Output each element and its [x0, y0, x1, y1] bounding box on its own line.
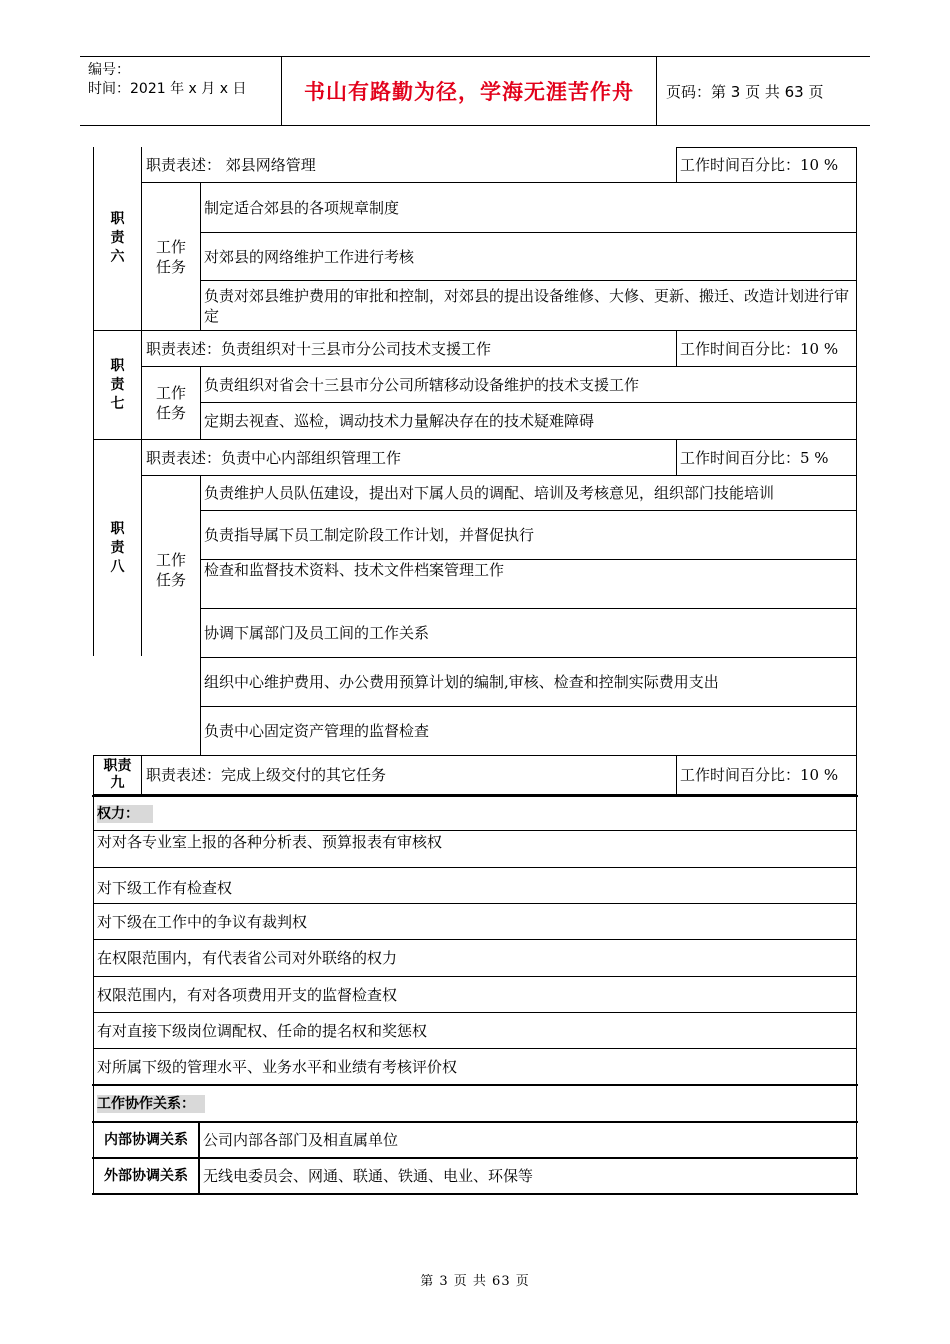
task-item: 负责指导属下员工制定阶段工作计划，并督促执行	[201, 511, 857, 560]
duty-label-cell	[93, 755, 142, 795]
cooperation-title-row	[93, 1086, 857, 1121]
task-label-cell	[142, 183, 201, 330]
task-item: 定期去视查、巡检，调动技术力量解决存在的技术疑难障碍	[201, 403, 857, 439]
duty-label-cell	[93, 330, 142, 439]
duty-label: 职责九	[103, 758, 132, 791]
powers-title-row	[93, 797, 857, 831]
power-item: 对下级在工作中的争议有裁判权	[93, 904, 857, 940]
duty-pct: 工作时间百分比：5 %	[676, 439, 857, 476]
duty-desc: 职责表述： 郊县网络管理	[142, 147, 677, 183]
external-label: 外部协调关系	[93, 1159, 200, 1193]
task-item: 制定适合郊县的各项规章制度	[201, 183, 857, 233]
duty-label: 职责六	[110, 211, 125, 265]
cooperation-title: 工作协作关系：	[97, 1095, 205, 1113]
page-footer: 第 3 页 共 63 页	[420, 1274, 530, 1289]
power-item: 有对直接下级岗位调配权、任命的提名权和奖惩权	[93, 1013, 857, 1049]
external-value: 无线电委员会、网通、联通、铁通、电业、环保等	[200, 1159, 857, 1193]
task-item: 负责对郊县维护费用的审批和控制，对郊县的提出设备维修、大修、更新、搬迁、改造计划进行审定	[201, 281, 857, 330]
power-item: 权限范围内，有对各项费用开支的监督检查权	[93, 977, 857, 1013]
power-item: 在权限范围内，有代表省公司对外联络的权力	[93, 940, 857, 977]
duty-label: 职责八	[110, 520, 125, 575]
date-label: 时间：2021 年 x 月 x 日	[88, 81, 247, 97]
duty-pct: 工作时间百分比：10 %	[677, 147, 857, 183]
duty-label-cell	[93, 147, 142, 330]
task-item: 负责维护人员队伍建设，提出对下属人员的调配、培训及考核意见，组织部门技能培训	[201, 476, 857, 511]
header-page-info: 页码：第 3 页 共 63 页	[666, 82, 824, 101]
task-item: 组织中心维护费用、办公费用预算计划的编制,审核、检查和控制实际费用支出	[201, 658, 857, 707]
task-item: 负责中心固定资产管理的监督检查	[201, 707, 857, 755]
task-item: 协调下属部门及员工间的工作关系	[201, 609, 857, 658]
task-item: 检查和监督技术资料、技术文件档案管理工作	[201, 560, 857, 609]
power-item: 对下级工作有检查权	[93, 868, 857, 904]
serial-label: 编号：	[88, 62, 130, 78]
header-meta	[80, 57, 280, 125]
internal-value: 公司内部各部门及相直属单位	[200, 1123, 857, 1157]
duty-pct: 工作时间百分比：10 %	[676, 330, 857, 367]
duty-pct: 工作时间百分比：10 %	[676, 755, 857, 795]
duty-label: 职责七	[110, 357, 125, 412]
table-bottom-border	[92, 1193, 858, 1195]
power-item: 对对各专业室上报的各种分析表、预算报表有审核权	[93, 831, 857, 868]
power-item: 对所属下级的管理水平、业务水平和业绩有考核评价权	[93, 1049, 857, 1084]
duty-desc: 职责表述：负责组织对十三县市分公司技术支援工作	[142, 330, 677, 367]
task-label-cell	[142, 367, 201, 439]
header-motto: 书山有路勤为径，学海无涯苦作舟	[281, 57, 657, 125]
duty-desc: 职责表述：完成上级交付的其它任务	[142, 755, 677, 795]
duty-label-cell	[93, 439, 142, 656]
task-label-cell	[142, 476, 201, 755]
internal-label: 内部协调关系	[93, 1123, 200, 1157]
task-item: 对郊县的网络维护工作进行考核	[201, 233, 857, 281]
task-item: 负责组织对省会十三县市分公司所辖移动设备维护的技术支援工作	[201, 367, 857, 403]
duty-desc: 职责表述：负责中心内部组织管理工作	[142, 439, 677, 476]
task-label: 工作任务	[155, 550, 186, 589]
task-label: 工作任务	[155, 384, 186, 422]
powers-title: 权力：	[97, 805, 153, 823]
task-label: 工作任务	[155, 237, 186, 276]
page-header	[80, 56, 870, 126]
